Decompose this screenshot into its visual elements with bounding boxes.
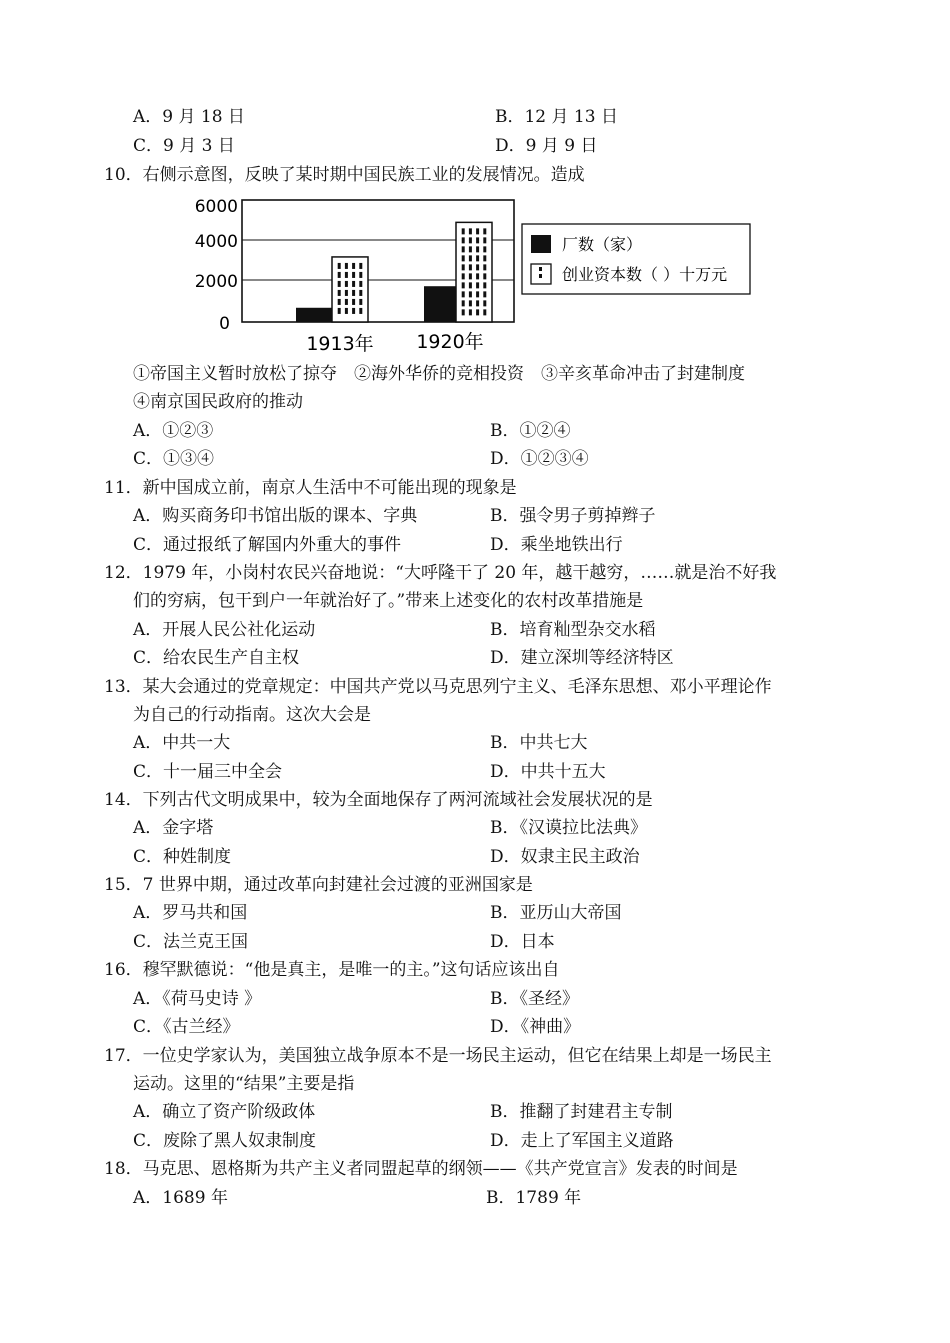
bar-capital-0-window-1-3: [359, 272, 362, 278]
bar-capital-1-window-0-1: [469, 228, 472, 234]
bar-capital-0-window-4-0: [338, 299, 341, 305]
bar-capital-0-window-0-0: [338, 263, 341, 269]
q9-option-b: B．12 月 13 日: [495, 107, 618, 127]
industry-chart: [180, 192, 770, 357]
bar-capital-1-window-2-1: [469, 246, 472, 252]
bar-factories-1: [424, 286, 460, 322]
bar-capital-0-window-5-3: [359, 308, 362, 314]
legend-swatch-window-bottom: [539, 274, 542, 278]
bar-capital-0-window-4-3: [359, 299, 362, 305]
bar-capital-1-window-6-2: [476, 282, 479, 288]
bar-capital-0-window-3-3: [359, 290, 362, 296]
bar-capital-1-window-0-2: [476, 228, 479, 234]
bar-capital-1-window-8-0: [462, 300, 465, 306]
bar-capital-1-window-6-1: [469, 282, 472, 288]
category-label-1920: 1920年: [416, 331, 484, 353]
bar-capital-1-window-2-2: [476, 246, 479, 252]
q18-option-b: B．1789 年: [486, 1188, 582, 1208]
q15-option-c: C．法兰克王国: [133, 932, 249, 952]
q17-option-c: C．废除了黑人奴隶制度: [133, 1131, 317, 1151]
bar-capital-1-window-1-2: [476, 237, 479, 243]
q13-option-b: B．中共七大: [490, 733, 588, 753]
bar-capital-1-window-3-1: [469, 255, 472, 261]
bar-capital-0-window-1-2: [352, 272, 355, 278]
q15-stem: 15．7 世界中期，通过改革向封建社会过渡的亚洲国家是: [104, 875, 533, 895]
bar-capital-1-window-4-0: [462, 264, 465, 270]
q16-option-a: A．《荷马史诗 》: [133, 989, 262, 1009]
q13-option-a: A．中共一大: [133, 733, 231, 753]
bar-capital-1-window-4-2: [476, 264, 479, 270]
bar-capital-0-window-2-2: [352, 281, 355, 287]
bar-factories-0: [296, 308, 332, 322]
q10-option-a: A．①②③: [133, 421, 214, 441]
bar-capital-0-window-5-2: [352, 308, 355, 314]
bar-capital-0-window-0-1: [345, 263, 348, 269]
q17-option-b: B．推翻了封建君主专制: [490, 1102, 673, 1122]
bars-group: [296, 222, 492, 322]
q15-option-d: D．日本: [490, 932, 555, 952]
q10-option-c: C．①③④: [133, 449, 215, 469]
bar-capital-0-window-3-0: [338, 290, 341, 296]
q16-stem: 16．穆罕默德说：“他是真主，是唯一的主。”这句话应该出自: [104, 960, 560, 980]
q10-option-b: B．①②④: [490, 421, 571, 441]
bar-capital-1-window-2-0: [462, 246, 465, 252]
q11-option-a: A．购买商务印书馆出版的课本、字典: [133, 506, 418, 526]
bar-capital-0-window-1-1: [345, 272, 348, 278]
q17-option-a: A．确立了资产阶级政体: [133, 1102, 316, 1122]
q10-choices-line2: ④南京国民政府的推动: [133, 392, 303, 412]
bar-capital-0-window-2-1: [345, 281, 348, 287]
q11-stem: 11．新中国成立前，南京人生活中不可能出现的现象是: [104, 478, 517, 498]
bar-capital-0-window-5-0: [338, 308, 341, 314]
q10-option-d: D．①②③④: [490, 449, 589, 469]
q13-stem-line1: 13．某大会通过的党章规定：中国共产党以马克思列宁主义、毛泽东思想、邓小平理论作: [104, 677, 772, 697]
bar-capital-0-window-2-0: [338, 281, 341, 287]
bar-capital-1-window-7-1: [469, 291, 472, 297]
q17-stem-line1: 17．一位史学家认为，美国独立战争原本不是一场民主运动，但它在结果上却是一场民主: [104, 1046, 772, 1066]
q9-option-a: A．9 月 18 日: [133, 107, 245, 127]
bar-capital-1-window-8-3: [483, 300, 486, 306]
q14-option-a: A．金字塔: [133, 818, 214, 838]
bar-capital-0-window-5-1: [345, 308, 348, 314]
bar-capital-1-window-9-1: [469, 309, 472, 315]
bar-capital-0-window-2-3: [359, 281, 362, 287]
bar-capital-1-window-3-3: [483, 255, 486, 261]
bar-capital-1-window-0-3: [483, 228, 486, 234]
bar-capital-0-window-3-1: [345, 290, 348, 296]
q13-option-d: D．中共十五大: [490, 762, 606, 782]
q13-stem-line2: 为自己的行动指南。这次大会是: [133, 705, 371, 725]
q12-option-a: A．开展人民公社化运动: [133, 620, 316, 640]
q12-option-c: C．给农民生产自主权: [133, 648, 300, 668]
q15-option-a: A．罗马共和国: [133, 903, 248, 923]
bar-capital-1-window-5-2: [476, 273, 479, 279]
bar-capital-1-window-1-3: [483, 237, 486, 243]
bar-capital-1-window-5-3: [483, 273, 486, 279]
bar-capital-1-window-3-2: [476, 255, 479, 261]
legend-label-capital: 创业资本数（ ）十万元: [562, 265, 728, 284]
q16-option-c: C．《古兰经》: [133, 1017, 240, 1037]
ytick-0: 0: [219, 314, 230, 334]
q11-option-b: B．强令男子剪掉辫子: [490, 506, 656, 526]
q15-option-b: B．亚历山大帝国: [490, 903, 622, 923]
bar-capital-1-window-6-0: [462, 282, 465, 288]
q10-stem: 10．右侧示意图，反映了某时期中国民族工业的发展情况。造成: [104, 165, 585, 185]
bar-capital-0: [332, 257, 368, 322]
q13-option-c: C．十一届三中全会: [133, 762, 283, 782]
bar-capital-1-window-9-0: [462, 309, 465, 315]
bar-capital-0-window-3-2: [352, 290, 355, 296]
ytick-2000: 2000: [194, 272, 238, 292]
category-label-1913: 1913年: [306, 333, 374, 355]
q18-stem: 18．马克思、恩格斯为共产主义者同盟起草的纲领——《共产党宣言》发表的时间是: [104, 1159, 738, 1179]
bar-capital-1-window-8-2: [476, 300, 479, 306]
ytick-6000: 6000: [194, 197, 238, 217]
bar-capital-1-window-2-3: [483, 246, 486, 252]
q12-stem-line2: 们的穷病，包干到户一年就治好了。”带来上述变化的农村改革措施是: [133, 591, 644, 611]
legend-label-factories: 厂数（家）: [562, 235, 643, 254]
bar-capital-1-window-5-0: [462, 273, 465, 279]
q12-option-b: B．培育籼型杂交水稻: [490, 620, 656, 640]
q16-option-b: B．《圣经》: [490, 989, 579, 1009]
bar-capital-0-window-0-2: [352, 263, 355, 269]
bar-capital-1-window-9-3: [483, 309, 486, 315]
industry-chart-svg: [180, 192, 770, 357]
bar-capital-1-window-5-1: [469, 273, 472, 279]
bar-capital-1-window-7-0: [462, 291, 465, 297]
q14-stem: 14．下列古代文明成果中，较为全面地保存了两河流域社会发展状况的是: [104, 790, 653, 810]
bar-capital-1-window-3-0: [462, 255, 465, 261]
bar-capital-1-window-4-1: [469, 264, 472, 270]
bar-capital-1-window-7-2: [476, 291, 479, 297]
q9-option-c: C．9 月 3 日: [133, 136, 235, 156]
q9-option-d: D．9 月 9 日: [495, 136, 598, 156]
q10-choices-line1: ①帝国主义暂时放松了掠夺 ②海外华侨的竞相投资 ③辛亥革命冲击了封建制度: [133, 364, 745, 384]
q12-option-d: D．建立深圳等经济特区: [490, 648, 674, 668]
bar-capital-1-window-1-1: [469, 237, 472, 243]
bar-capital-0-window-4-1: [345, 299, 348, 305]
bar-capital-1-window-7-3: [483, 291, 486, 297]
q14-option-d: D．奴隶主民主政治: [490, 847, 640, 867]
bar-capital-0-window-0-3: [359, 263, 362, 269]
q14-option-b: B．《汉谟拉比法典》: [490, 818, 647, 838]
bar-capital-1: [456, 222, 492, 322]
ytick-4000: 4000: [194, 232, 238, 252]
bar-capital-1-window-0-0: [462, 228, 465, 234]
bar-capital-0-window-1-0: [338, 272, 341, 278]
q17-stem-line2: 运动。这里的“结果”主要是指: [133, 1074, 355, 1094]
bar-capital-0-window-4-2: [352, 299, 355, 305]
legend-swatch-factories: [531, 235, 551, 253]
q16-option-d: D．《神曲》: [490, 1017, 581, 1037]
q11-option-d: D．乘坐地铁出行: [490, 535, 623, 555]
bar-capital-1-window-8-1: [469, 300, 472, 306]
legend-swatch-window-top: [539, 267, 542, 271]
q17-option-d: D．走上了军国主义道路: [490, 1131, 674, 1151]
bar-capital-1-window-6-3: [483, 282, 486, 288]
q14-option-c: C．种姓制度: [133, 847, 232, 867]
q18-option-a: A．1689 年: [133, 1188, 228, 1208]
q11-option-c: C．通过报纸了解国内外重大的事件: [133, 535, 402, 555]
q12-stem-line1: 12．1979 年，小岗村农民兴奋地说：“大呼隆干了 20 年，越干越穷，……就是治不好我: [104, 563, 777, 583]
bar-capital-1-window-9-2: [476, 309, 479, 315]
bar-capital-1-window-4-3: [483, 264, 486, 270]
bar-capital-1-window-1-0: [462, 237, 465, 243]
